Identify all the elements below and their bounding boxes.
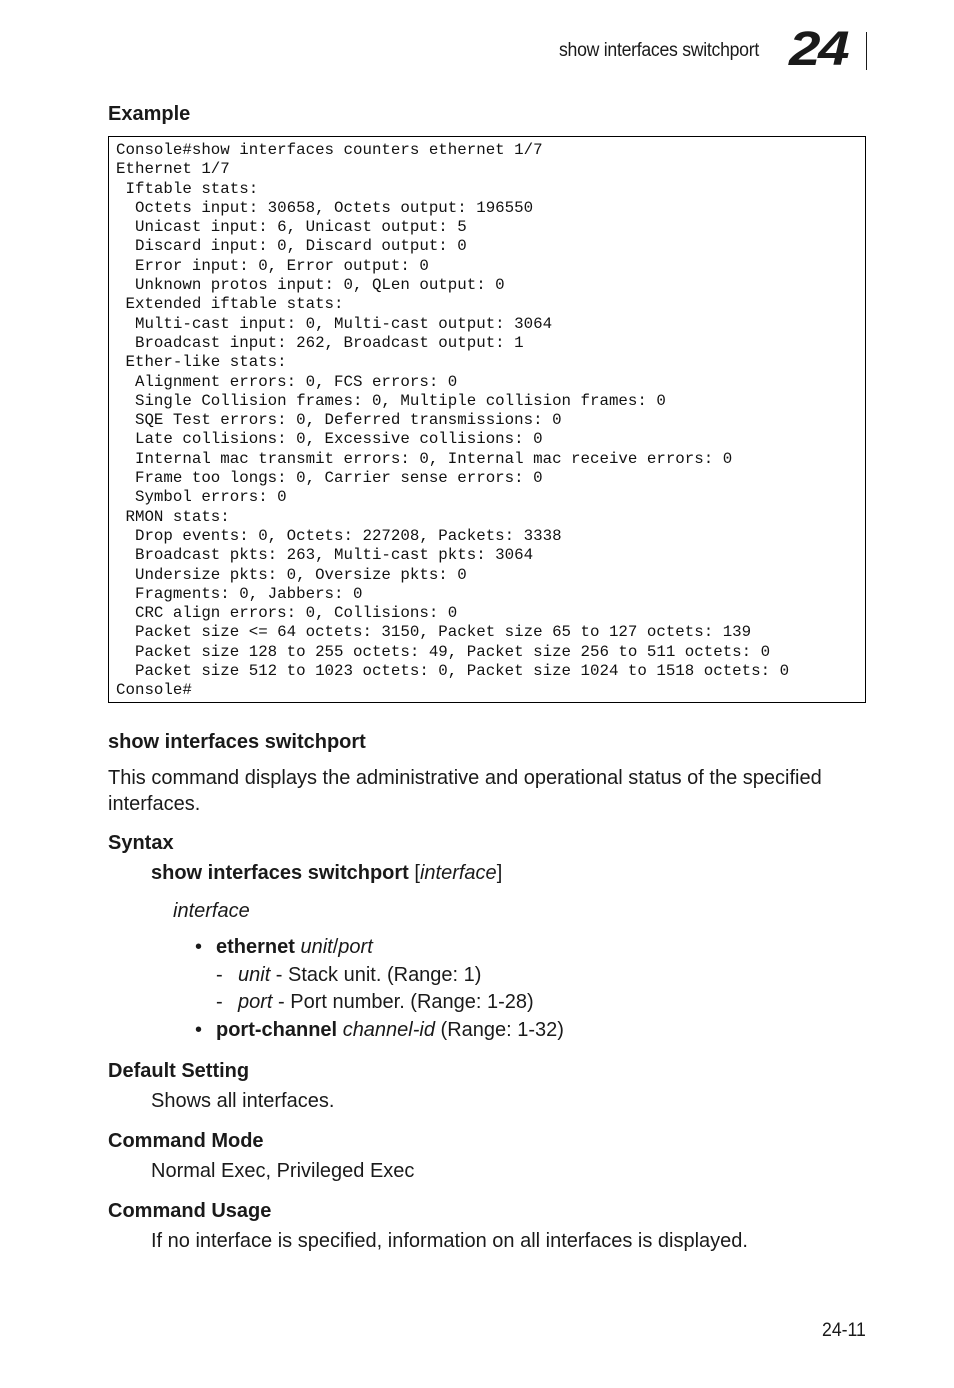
channel-range: (Range: 1-32) [434, 1019, 564, 1041]
running-header-title: show interfaces switchport [559, 40, 759, 61]
code-line: Fragments: 0, Jabbers: 0 [116, 584, 363, 603]
syntax-close-bracket: ] [496, 862, 503, 884]
command-usage-text: If no interface is specified, information on all interfaces is displayed. [151, 1230, 748, 1252]
code-line: Unicast input: 6, Unicast output: 5 [116, 218, 467, 237]
code-line: Packet size 512 to 1023 octets: 0, Packet size 1024 to 1518 octets: 0 [116, 662, 790, 681]
code-line: Unknown protos input: 0, QLen output: 0 [116, 276, 505, 295]
command-mode-heading: Command Mode [108, 1130, 264, 1152]
chapter-marker [789, 23, 867, 76]
code-line: Ethernet 1/7 [116, 160, 230, 179]
code-line: Discard input: 0, Discard output: 0 [116, 237, 467, 256]
command-title: show interfaces switchport [108, 731, 366, 753]
code-line: Error input: 0, Error output: 0 [116, 256, 429, 275]
command-usage-heading: Command Usage [108, 1200, 272, 1222]
code-line: Ether-like stats: [116, 353, 287, 372]
port-description: - Port number. (Range: 1-28) [272, 991, 534, 1013]
code-example [109, 137, 865, 701]
unit-description: - Stack unit. (Range: 1) [270, 964, 482, 986]
syntax-open-bracket: [ [408, 862, 420, 884]
example-heading: Example [108, 103, 191, 125]
code-line: Packet size 128 to 255 octets: 49, Packet size 256 to 511 octets: 0 [116, 642, 771, 661]
syntax-param: interface [419, 862, 497, 884]
code-line: Drop events: 0, Octets: 227208, Packets: 3338 [116, 526, 562, 545]
code-line: Alignment errors: 0, FCS errors: 0 [116, 372, 458, 391]
code-line: Undersize pkts: 0, Oversize pkts: 0 [116, 565, 467, 584]
port-label: port [238, 991, 273, 1013]
bullet-channel-marker: • [195, 1019, 203, 1041]
code-line: Broadcast pkts: 263, Multi-cast pkts: 3064 [116, 546, 534, 565]
code-line: Single Collision frames: 0, Multiple collision frames: 0 [116, 391, 666, 410]
code-line: Late collisions: 0, Excessive collisions: 0 [116, 430, 543, 449]
bullet-ethernet-marker: • [195, 936, 203, 958]
bullet-ethernet [216, 936, 373, 959]
code-line: Octets input: 30658, Octets output: 196550 [116, 198, 534, 217]
command-mode-text: Normal Exec, Privileged Exec [151, 1160, 415, 1182]
code-line: CRC align errors: 0, Collisions: 0 [116, 604, 458, 623]
code-line: Multi-cast input: 0, Multi-cast output: 3064 [116, 314, 553, 333]
code-line: Iftable stats: [116, 179, 259, 198]
code-line: Packet size <= 64 octets: 3150, Packet size 65 to 127 octets: 139 [116, 623, 752, 642]
code-line: Symbol errors: 0 [116, 488, 287, 507]
default-setting-heading: Default Setting [108, 1060, 250, 1082]
code-line: Extended iftable stats: [116, 295, 344, 314]
syntax-command: show interfaces switchport [151, 862, 409, 884]
channel-param: channel-id [342, 1019, 435, 1041]
dash-port-marker: - [216, 991, 223, 1013]
sub-item-port [238, 991, 534, 1014]
syntax-line [151, 860, 502, 886]
syntax-heading: Syntax [108, 832, 174, 854]
default-setting-text: Shows all interfaces. [151, 1090, 335, 1112]
code-example-box [108, 136, 866, 703]
sub-item-unit [238, 964, 481, 987]
code-line: Console# [116, 681, 192, 700]
code-line: Internal mac transmit errors: 0, Internal mac receive errors: 0 [116, 449, 733, 468]
ethernet-slash: / [332, 936, 339, 958]
code-line: Frame too longs: 0, Carrier sense errors: 0 [116, 469, 543, 488]
bullet-port-channel [216, 1019, 564, 1042]
ethernet-port: port [338, 936, 373, 958]
channel-keyword: port-channel [216, 1019, 338, 1041]
unit-label: unit [238, 964, 271, 986]
code-line: Console#show interfaces counters ethernet 1/7 [116, 141, 543, 159]
chapter-rule [866, 32, 867, 70]
param-label: interface [173, 900, 250, 922]
ethernet-unit: unit [300, 936, 333, 958]
dash-unit-marker: - [216, 964, 223, 986]
code-line: Broadcast input: 262, Broadcast output: 1 [116, 333, 524, 352]
code-line: RMON stats: [116, 507, 230, 526]
command-description: This command displays the administrative and operational status of the specified interfaces. [108, 767, 822, 815]
code-line: SQE Test errors: 0, Deferred transmissions: 0 [116, 411, 562, 430]
chapter-number: 24 [789, 23, 848, 76]
ethernet-keyword: ethernet [216, 936, 295, 958]
page-number: 24-11 [822, 1320, 866, 1341]
